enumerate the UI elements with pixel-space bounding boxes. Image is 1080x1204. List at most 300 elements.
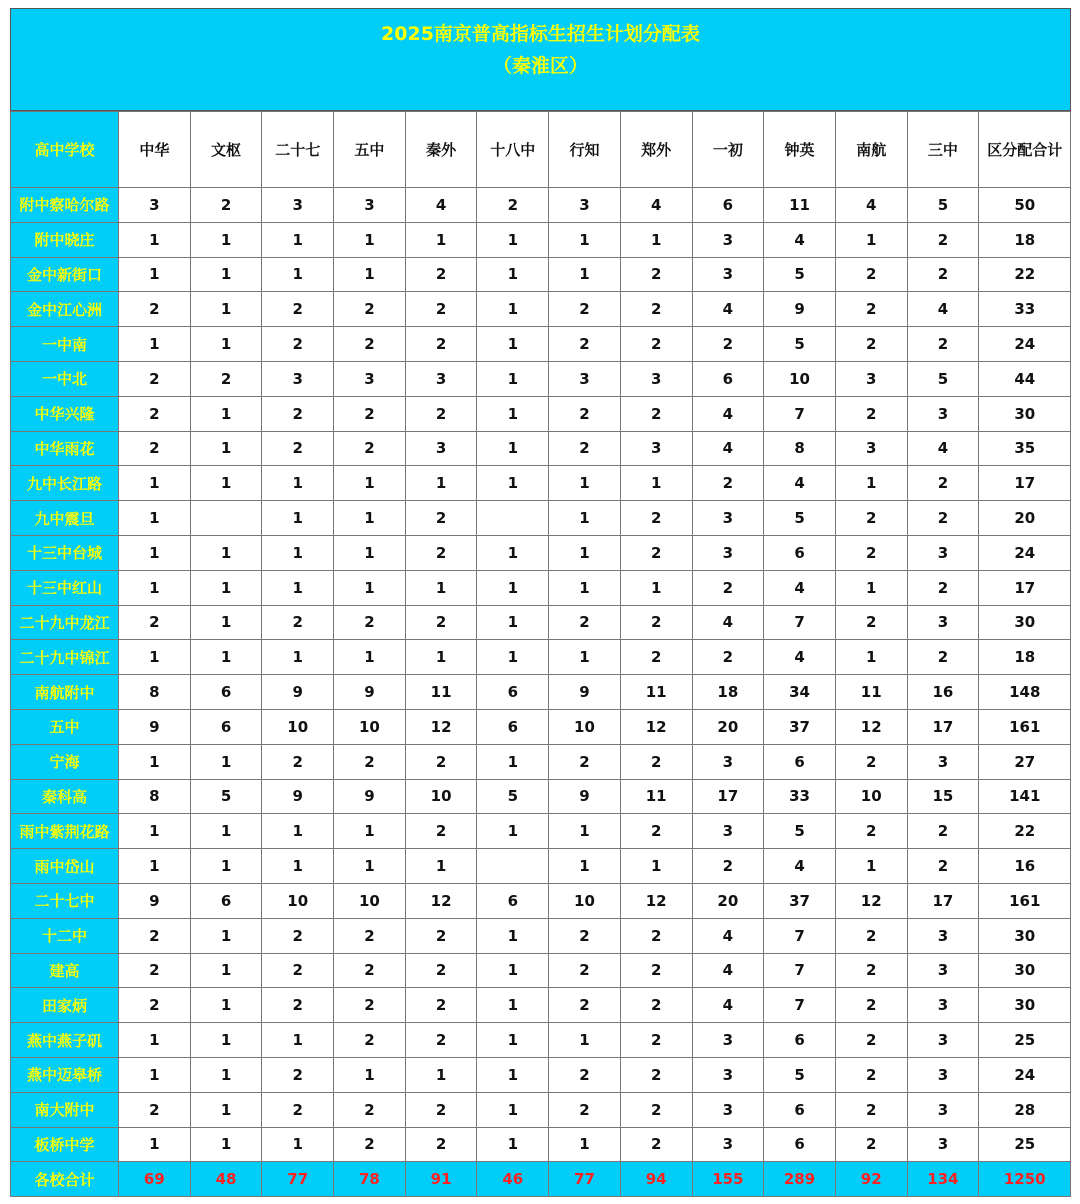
total-label: 各校合计 — [11, 1162, 119, 1197]
quota-cell: 2 — [549, 605, 621, 640]
table-row — [11, 744, 1071, 779]
quota-cell: 11 — [620, 779, 692, 814]
quota-cell: 4 — [692, 396, 764, 431]
quota-cell: 2 — [549, 396, 621, 431]
quota-cell: 1 — [835, 222, 907, 257]
quota-cell: 1 — [334, 501, 406, 536]
quota-cell: 1 — [190, 466, 262, 501]
quota-cell: 1 — [477, 640, 549, 675]
quota-cell: 1 — [119, 849, 191, 884]
quota-cell: 1 — [549, 1127, 621, 1162]
quota-cell: 2 — [190, 361, 262, 396]
quota-cell: 2 — [262, 953, 334, 988]
quota-cell: 1 — [190, 744, 262, 779]
quota-cell: 1 — [334, 570, 406, 605]
quota-cell: 1 — [190, 1092, 262, 1127]
quota-cell: 1 — [262, 640, 334, 675]
quota-cell: 1 — [549, 849, 621, 884]
quota-cell: 27 — [979, 744, 1071, 779]
quota-cell: 1 — [119, 535, 191, 570]
quota-cell: 2 — [835, 988, 907, 1023]
table-row — [11, 501, 1071, 536]
quota-cell: 17 — [907, 883, 979, 918]
table-body — [11, 188, 1071, 1197]
quota-cell: 1 — [620, 570, 692, 605]
quota-cell: 20 — [692, 709, 764, 744]
total-row — [11, 1162, 1071, 1197]
quota-cell: 1 — [190, 535, 262, 570]
total-cell: 92 — [835, 1162, 907, 1197]
quota-cell: 17 — [907, 709, 979, 744]
quota-cell: 1 — [262, 814, 334, 849]
quota-cell: 4 — [692, 918, 764, 953]
quota-cell: 9 — [334, 779, 406, 814]
quota-cell: 11 — [835, 675, 907, 710]
quota-cell: 1 — [549, 814, 621, 849]
quota-cell: 2 — [262, 327, 334, 362]
quota-cell: 2 — [262, 918, 334, 953]
column-header: 中华 — [119, 112, 191, 188]
quota-cell: 12 — [835, 709, 907, 744]
table-row — [11, 605, 1071, 640]
school-name: 五中 — [11, 709, 119, 744]
quota-cell: 22 — [979, 257, 1071, 292]
quota-cell: 7 — [764, 605, 836, 640]
table-row — [11, 188, 1071, 223]
quota-cell: 24 — [979, 327, 1071, 362]
school-name: 燕中燕子矶 — [11, 1023, 119, 1058]
quota-cell: 1 — [549, 640, 621, 675]
quota-cell: 2 — [835, 605, 907, 640]
quota-cell: 1 — [477, 466, 549, 501]
quota-cell: 2 — [405, 814, 477, 849]
table-row — [11, 431, 1071, 466]
table-row — [11, 814, 1071, 849]
quota-cell: 3 — [692, 1127, 764, 1162]
table-row — [11, 1057, 1071, 1092]
quota-cell: 9 — [262, 675, 334, 710]
quota-cell: 1 — [405, 849, 477, 884]
quota-cell: 3 — [620, 361, 692, 396]
quota-cell: 2 — [334, 1092, 406, 1127]
quota-cell: 2 — [262, 1092, 334, 1127]
quota-cell: 1 — [262, 1127, 334, 1162]
quota-cell: 2 — [262, 1057, 334, 1092]
quota-cell: 37 — [764, 883, 836, 918]
quota-cell: 2 — [620, 953, 692, 988]
school-name: 燕中迈皋桥 — [11, 1057, 119, 1092]
quota-cell: 3 — [692, 1057, 764, 1092]
quota-cell: 6 — [190, 675, 262, 710]
quota-cell: 2 — [907, 327, 979, 362]
quota-cell: 3 — [119, 188, 191, 223]
school-name: 二十九中龙江 — [11, 605, 119, 640]
quota-cell: 9 — [119, 883, 191, 918]
quota-cell: 3 — [835, 431, 907, 466]
quota-cell: 4 — [692, 292, 764, 327]
quota-cell: 1 — [405, 640, 477, 675]
table-row — [11, 709, 1071, 744]
school-name: 宁海 — [11, 744, 119, 779]
school-name: 田家炳 — [11, 988, 119, 1023]
table-row — [11, 327, 1071, 362]
quota-cell: 2 — [549, 1057, 621, 1092]
quota-cell: 10 — [334, 883, 406, 918]
quota-cell: 1 — [119, 257, 191, 292]
quota-cell: 17 — [979, 570, 1071, 605]
quota-cell: 161 — [979, 883, 1071, 918]
quota-cell: 6 — [764, 744, 836, 779]
quota-cell: 1 — [549, 501, 621, 536]
quota-cell: 1 — [262, 535, 334, 570]
quota-cell: 2 — [835, 918, 907, 953]
quota-cell: 30 — [979, 605, 1071, 640]
quota-cell: 2 — [405, 257, 477, 292]
quota-cell: 12 — [405, 709, 477, 744]
table-row — [11, 466, 1071, 501]
quota-cell: 8 — [119, 675, 191, 710]
quota-cell: 2 — [835, 1127, 907, 1162]
quota-cell: 2 — [907, 814, 979, 849]
quota-cell: 3 — [262, 361, 334, 396]
quota-cell: 10 — [835, 779, 907, 814]
quota-cell: 33 — [979, 292, 1071, 327]
quota-cell: 2 — [549, 327, 621, 362]
quota-cell: 1 — [405, 1057, 477, 1092]
quota-cell: 3 — [262, 188, 334, 223]
quota-cell: 2 — [835, 1023, 907, 1058]
quota-cell: 2 — [190, 188, 262, 223]
table-row — [11, 257, 1071, 292]
quota-cell: 6 — [764, 535, 836, 570]
quota-cell: 1 — [549, 1023, 621, 1058]
quota-cell: 1 — [835, 466, 907, 501]
quota-cell: 28 — [979, 1092, 1071, 1127]
quota-cell: 16 — [907, 675, 979, 710]
quota-cell: 1 — [190, 1057, 262, 1092]
school-name: 建高 — [11, 953, 119, 988]
quota-cell: 2 — [907, 849, 979, 884]
quota-cell: 30 — [979, 988, 1071, 1023]
quota-cell: 4 — [764, 466, 836, 501]
quota-cell: 1 — [190, 257, 262, 292]
quota-cell: 1 — [549, 570, 621, 605]
quota-cell: 35 — [979, 431, 1071, 466]
quota-cell: 1 — [477, 535, 549, 570]
quota-cell: 12 — [620, 709, 692, 744]
total-cell: 69 — [119, 1162, 191, 1197]
quota-cell: 1 — [620, 849, 692, 884]
quota-cell: 1 — [190, 396, 262, 431]
quota-cell: 8 — [119, 779, 191, 814]
total-cell: 91 — [405, 1162, 477, 1197]
quota-cell: 1 — [334, 849, 406, 884]
quota-cell: 22 — [979, 814, 1071, 849]
quota-cell: 1 — [835, 849, 907, 884]
quota-cell: 2 — [549, 1092, 621, 1127]
column-header: 钟英 — [764, 112, 836, 188]
quota-cell: 1 — [190, 953, 262, 988]
quota-cell: 6 — [692, 188, 764, 223]
quota-cell: 2 — [835, 501, 907, 536]
quota-cell: 10 — [262, 709, 334, 744]
quota-cell: 3 — [405, 361, 477, 396]
quota-cell: 2 — [119, 918, 191, 953]
quota-cell: 1 — [477, 222, 549, 257]
quota-cell: 30 — [979, 396, 1071, 431]
quota-cell: 25 — [979, 1127, 1071, 1162]
quota-cell: 2 — [334, 988, 406, 1023]
quota-cell: 1 — [477, 744, 549, 779]
quota-cell: 20 — [692, 883, 764, 918]
quota-cell: 2 — [262, 396, 334, 431]
quota-cell: 10 — [549, 709, 621, 744]
quota-cell: 2 — [620, 744, 692, 779]
quota-cell: 6 — [190, 709, 262, 744]
quota-cell: 1 — [549, 466, 621, 501]
quota-cell: 2 — [692, 570, 764, 605]
table-row — [11, 361, 1071, 396]
quota-cell: 4 — [835, 188, 907, 223]
quota-cell: 2 — [620, 605, 692, 640]
quota-cell: 3 — [907, 1057, 979, 1092]
quota-cell: 1 — [477, 292, 549, 327]
quota-cell: 2 — [334, 292, 406, 327]
table-row — [11, 988, 1071, 1023]
quota-cell: 3 — [907, 1023, 979, 1058]
quota-cell: 2 — [835, 535, 907, 570]
table-row — [11, 953, 1071, 988]
quota-cell: 34 — [764, 675, 836, 710]
quota-cell: 1 — [477, 257, 549, 292]
quota-cell: 16 — [979, 849, 1071, 884]
quota-cell: 2 — [692, 327, 764, 362]
quota-cell: 148 — [979, 675, 1071, 710]
quota-cell: 1 — [549, 257, 621, 292]
quota-cell: 141 — [979, 779, 1071, 814]
total-cell: 94 — [620, 1162, 692, 1197]
allocation-sheet — [10, 8, 1071, 1196]
quota-cell: 1 — [405, 222, 477, 257]
quota-cell: 1 — [835, 570, 907, 605]
quota-cell: 1 — [262, 466, 334, 501]
column-header: 秦外 — [405, 112, 477, 188]
column-header: 三中 — [907, 112, 979, 188]
page-title: 2025南京普高指标生招生计划分配表 — [381, 23, 700, 45]
quota-cell: 3 — [907, 918, 979, 953]
quota-cell: 1 — [334, 466, 406, 501]
quota-cell: 2 — [119, 953, 191, 988]
quota-cell: 7 — [764, 988, 836, 1023]
quota-cell: 5 — [907, 361, 979, 396]
quota-cell: 2 — [334, 953, 406, 988]
quota-cell: 17 — [979, 466, 1071, 501]
quota-cell: 2 — [835, 257, 907, 292]
school-name: 南大附中 — [11, 1092, 119, 1127]
quota-cell: 3 — [549, 361, 621, 396]
quota-cell: 4 — [692, 953, 764, 988]
quota-cell: 1 — [835, 640, 907, 675]
quota-cell: 9 — [334, 675, 406, 710]
quota-cell: 2 — [835, 396, 907, 431]
quota-cell: 1 — [477, 396, 549, 431]
header-row — [11, 112, 1071, 188]
quota-cell: 1 — [334, 640, 406, 675]
quota-cell: 50 — [979, 188, 1071, 223]
quota-cell: 4 — [907, 292, 979, 327]
school-name: 雨中紫荆花路 — [11, 814, 119, 849]
quota-cell: 3 — [907, 988, 979, 1023]
school-name: 雨中岱山 — [11, 849, 119, 884]
school-name: 金中江心洲 — [11, 292, 119, 327]
quota-cell: 6 — [190, 883, 262, 918]
quota-cell: 3 — [620, 431, 692, 466]
school-name: 附中晓庄 — [11, 222, 119, 257]
quota-cell: 1 — [262, 257, 334, 292]
quota-cell: 4 — [764, 640, 836, 675]
quota-cell: 6 — [477, 709, 549, 744]
school-name: 秦科高 — [11, 779, 119, 814]
quota-cell: 4 — [692, 431, 764, 466]
quota-cell: 2 — [549, 292, 621, 327]
quota-cell: 4 — [764, 570, 836, 605]
quota-cell: 2 — [262, 744, 334, 779]
quota-cell: 2 — [405, 918, 477, 953]
quota-cell: 2 — [692, 466, 764, 501]
quota-cell: 2 — [549, 953, 621, 988]
quota-cell: 2 — [907, 570, 979, 605]
school-name: 中华雨花 — [11, 431, 119, 466]
title-banner — [10, 8, 1071, 111]
quota-cell: 2 — [405, 988, 477, 1023]
quota-cell: 5 — [477, 779, 549, 814]
quota-cell: 3 — [907, 605, 979, 640]
quota-cell: 2 — [835, 744, 907, 779]
quota-cell: 2 — [549, 744, 621, 779]
quota-cell: 1 — [477, 431, 549, 466]
quota-cell: 2 — [405, 1127, 477, 1162]
quota-cell: 2 — [907, 466, 979, 501]
quota-cell: 3 — [907, 535, 979, 570]
quota-cell: 6 — [477, 675, 549, 710]
total-cell: 289 — [764, 1162, 836, 1197]
quota-cell: 1 — [119, 501, 191, 536]
quota-cell: 2 — [835, 1057, 907, 1092]
table-row — [11, 1023, 1071, 1058]
quota-cell: 1 — [620, 466, 692, 501]
quota-cell: 1 — [190, 570, 262, 605]
quota-cell: 11 — [620, 675, 692, 710]
quota-cell: 10 — [262, 883, 334, 918]
quota-cell: 2 — [620, 1092, 692, 1127]
quota-cell: 2 — [405, 501, 477, 536]
quota-cell: 1 — [477, 1092, 549, 1127]
quota-cell — [190, 501, 262, 536]
quota-cell: 9 — [262, 779, 334, 814]
quota-cell: 1 — [190, 640, 262, 675]
quota-cell: 3 — [692, 814, 764, 849]
quota-cell: 3 — [334, 361, 406, 396]
quota-cell: 1 — [477, 953, 549, 988]
quota-cell: 1 — [477, 814, 549, 849]
quota-cell: 1 — [119, 466, 191, 501]
quota-cell: 2 — [620, 501, 692, 536]
school-name: 九中长江路 — [11, 466, 119, 501]
quota-cell: 2 — [119, 396, 191, 431]
table-row — [11, 1127, 1071, 1162]
quota-cell: 2 — [692, 849, 764, 884]
quota-cell: 1 — [262, 570, 334, 605]
quota-cell: 1 — [334, 814, 406, 849]
quota-cell: 4 — [907, 431, 979, 466]
quota-cell: 17 — [692, 779, 764, 814]
quota-cell: 11 — [764, 188, 836, 223]
quota-cell: 9 — [119, 709, 191, 744]
quota-cell: 161 — [979, 709, 1071, 744]
quota-cell: 1 — [549, 222, 621, 257]
quota-cell: 2 — [907, 257, 979, 292]
quota-cell: 1 — [262, 222, 334, 257]
quota-cell: 4 — [405, 188, 477, 223]
quota-cell: 3 — [692, 744, 764, 779]
quota-cell: 1 — [477, 988, 549, 1023]
quota-cell: 5 — [907, 188, 979, 223]
quota-cell: 6 — [477, 883, 549, 918]
quota-cell: 1 — [262, 849, 334, 884]
quota-cell: 1 — [334, 535, 406, 570]
quota-cell: 6 — [764, 1092, 836, 1127]
school-name: 二十七中 — [11, 883, 119, 918]
quota-cell: 2 — [620, 396, 692, 431]
quota-cell: 2 — [405, 1092, 477, 1127]
total-cell: 46 — [477, 1162, 549, 1197]
quota-cell: 4 — [620, 188, 692, 223]
quota-cell: 4 — [764, 849, 836, 884]
quota-cell: 2 — [620, 327, 692, 362]
column-header: 南航 — [835, 112, 907, 188]
table-row — [11, 396, 1071, 431]
quota-cell: 2 — [119, 605, 191, 640]
table-row — [11, 883, 1071, 918]
school-name: 板桥中学 — [11, 1127, 119, 1162]
header-corner: 高中学校 — [11, 112, 119, 188]
quota-cell: 3 — [334, 188, 406, 223]
quota-cell: 9 — [549, 779, 621, 814]
quota-cell: 2 — [405, 744, 477, 779]
quota-cell: 1 — [477, 570, 549, 605]
quota-cell: 1 — [334, 257, 406, 292]
quota-cell: 1 — [477, 327, 549, 362]
quota-cell: 12 — [835, 883, 907, 918]
quota-cell: 2 — [334, 1127, 406, 1162]
total-cell: 78 — [334, 1162, 406, 1197]
quota-cell: 10 — [549, 883, 621, 918]
quota-cell: 4 — [764, 222, 836, 257]
quota-cell: 1 — [190, 292, 262, 327]
quota-cell: 33 — [764, 779, 836, 814]
quota-cell: 2 — [334, 918, 406, 953]
quota-cell: 3 — [692, 222, 764, 257]
quota-cell: 4 — [692, 988, 764, 1023]
quota-cell: 2 — [405, 396, 477, 431]
quota-cell: 18 — [692, 675, 764, 710]
quota-cell: 2 — [620, 1023, 692, 1058]
quota-cell: 1 — [549, 535, 621, 570]
school-name: 十二中 — [11, 918, 119, 953]
quota-cell: 7 — [764, 396, 836, 431]
school-name: 附中察哈尔路 — [11, 188, 119, 223]
quota-cell: 3 — [692, 1023, 764, 1058]
